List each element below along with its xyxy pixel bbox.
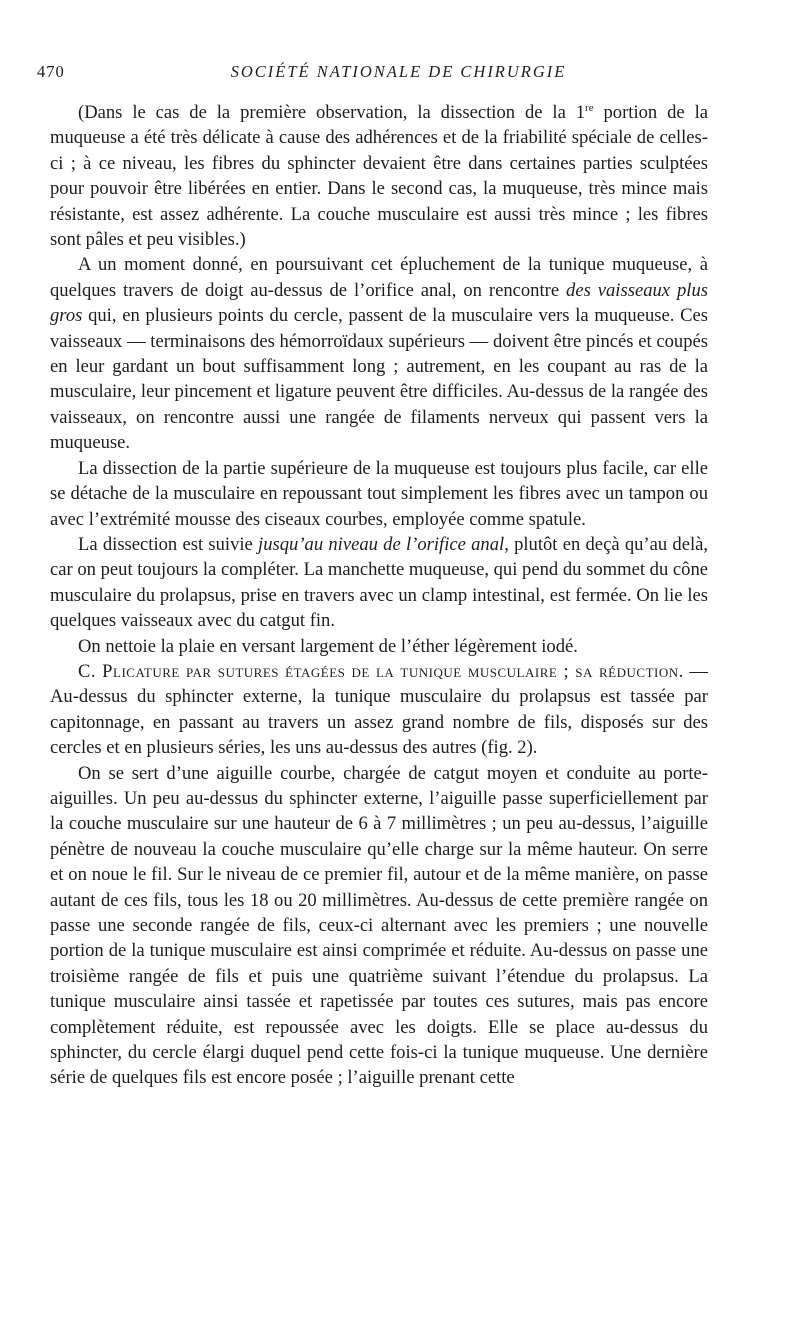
paragraph-4: La dissection est suivie jusqu’au niveau de l’orifice anal, plutôt en deçà qu’au delà, car on peut toujours la compléter. La manchette muqueuse, qui pend du sommet du cône musculaire du prolapsus, prise en travers avec un clamp intestinal, est fermée. On lie les quelques vaisseaux avec du catgut fin.: [50, 533, 709, 632]
paragraph-1: (Dans le cas de la première observation, la dissection de la 1re portion de la muqueuse a été très délicate à cause des adhérences et de la friabilité spéciale de celles-ci ; à ce niveau, les fibres du sphincter devaient être dans certaines parties sculptées pour pouvoir être libérées en entier. Dans le second cas, la muqueuse, très mince mais résistante, est assez adhérente. La couche musculaire est aussi très mince ; les fibres sont pâles et peu visibles.): [50, 101, 708, 251]
running-title: SOCIÉTÉ NATIONALE DE CHIRURGIE: [230, 62, 567, 81]
body-text: [50, 100, 708, 1091]
page-header: [37, 62, 760, 86]
emphasis: jusqu’au niveau de l’orifice anal: [258, 533, 505, 555]
paragraph-3: La dissection de la partie supérieure de la muqueuse est toujours plus facile, car elle se détache de la musculaire en repoussant tout simplement les fibres avec un tampon ou avec l’extrémité mousse des ciseaux courbes, employée comme spatule.: [50, 457, 708, 530]
superscript: re: [585, 101, 594, 114]
page-number: 470: [37, 62, 65, 81]
emphasis: des vaisseaux plus gros: [50, 279, 708, 327]
paragraph-5: On nettoie la plaie en versant largement de l’éther légèrement iodé.: [78, 635, 578, 657]
paragraph-2: A un moment donné, en poursuivant cet épluchement de la tunique muqueuse, à quelques travers de doigt au-dessus de l’orifice anal, on rencontre des vaisseaux plus gros qui, en plusieurs points du cercle, passent de la musculaire vers la muqueuse. Ces vaisseaux — terminaisons des hémorroïdaux supérieurs — doivent être pincés et coupés en leur gardant un bout suffisamment long ; autrement, en les coupant au ras de la musculaire, leur pincement et ligature peuvent être difficiles. Au-dessus de la rangée des vaisseaux, on rencontre aussi une rangée de filaments nerveux qui passent vers la muqueuse.: [50, 254, 708, 454]
paragraph-7: On se sert d’une aiguille courbe, chargée de catgut moyen et conduite au porte-aiguilles. Un peu au-dessus du sphincter externe, l’aiguille passe superficiellement par la couche musculaire sur une hauteur de 6 à 7 millimètres ; un peu au-dessus, l’aiguille pénètre de nouveau la couche musculaire qu’elle charge sur la même hauteur. On serre et on noue le fil. Sur le niveau de ce premier fil, autour et de la même manière, on passe autant de ces fils, tous les 18 ou 20 millimètres. Au-dessus de cette première rangée on passe une seconde rangée de fils, ceux-ci alternant avec les premiers ; une nouvelle portion de la tunique musculaire est ainsi comprimée et réduite. Au-dessus on passe une troisième rangée de fils et puis une quatrième suivant l’étendue du prolapsus. La tunique musculaire ainsi tassée et rapetissée par toutes ces sutures, mais pas encore complètement réduite, est repoussée avec les doigts. Elle se place au-dessus du sphincter, du cercle élargi duquel pend cette fois-ci la tunique muqueuse. Une dernière série de quelques fils est encore posée ; l’aiguille prenant cette: [50, 762, 708, 1089]
section-heading: C. Plicature par sutures étagées de la tunique musculaire ; sa réduction.: [78, 660, 684, 682]
paragraph-6: C. Plicature par sutures étagées de la tunique musculaire ; sa réduction. — Au-dessus du sphincter externe, la tunique musculaire du prolapsus est tassée par capitonnage, en passant au travers un assez grand nombre de fils, disposés sur des cercles et en plusieurs séries, les uns au-dessus des autres (fig. 2).: [50, 660, 708, 759]
